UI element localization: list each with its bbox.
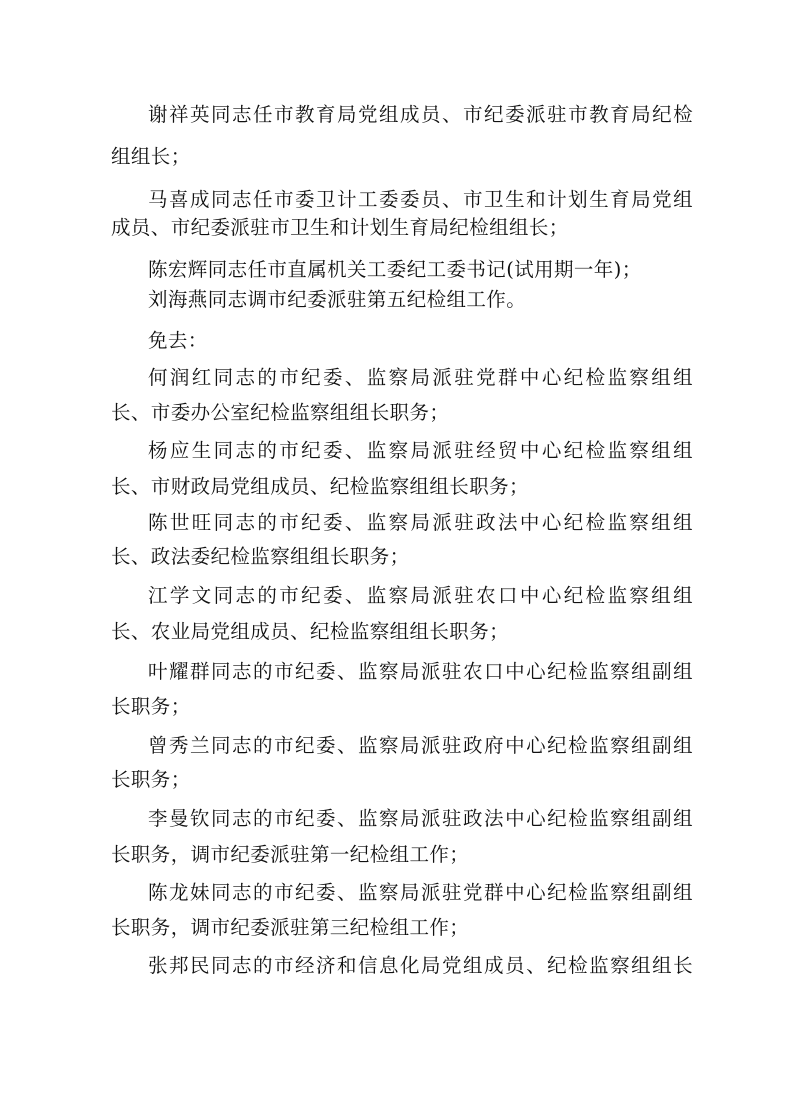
paragraph-line: 长、政法委纪检监察组组长职务； [111, 545, 410, 568]
paragraph-line: 长职务； [111, 768, 191, 791]
paragraph-line: 组组长； [111, 145, 191, 168]
paragraph-line: 长职务； [111, 695, 191, 718]
paragraph-line: 长职务，调市纪委派驻第一纪检组工作； [111, 843, 470, 866]
paragraph-line: 张邦民同志的市经济和信息化局党组成员、纪检监察组组长 [148, 954, 693, 977]
paragraph-line: 何润红同志的市纪委、监察局派驻党群中心纪检监察组组 [148, 366, 693, 389]
paragraph-line: 陈世旺同志的市纪委、监察局派驻政法中心纪检监察组组 [148, 511, 693, 534]
paragraph-line: 杨应生同志的市纪委、监察局派驻经贸中心纪检监察组组 [148, 439, 693, 462]
paragraph-line: 长、农业局党组成员、纪检监察组组长职务； [111, 620, 510, 643]
paragraph-line: 陈龙妹同志的市纪委、监察局派驻党群中心纪检监察组副组 [148, 881, 693, 904]
paragraph-line: 免去： [148, 329, 208, 352]
paragraph-line: 长职务，调市纪委派驻第三纪检组工作； [111, 916, 470, 939]
paragraph-line: 李曼钦同志的市纪委、监察局派驻政法中心纪检监察组副组 [148, 807, 693, 830]
paragraph-line: 马喜成同志任市委卫计工委委员、市卫生和计划生育局党组 [148, 188, 693, 211]
paragraph-line: 江学文同志的市纪委、监察局派驻农口中心纪检监察组组 [148, 584, 693, 607]
paragraph-line: 陈宏辉同志任市直属机关工委纪工委书记(试用期一年)； [148, 258, 642, 281]
paragraph-line: 曾秀兰同志的市纪委、监察局派驻政府中心纪检监察组副组 [148, 734, 693, 757]
paragraph-line: 叶耀群同志的市纪委、监察局派驻农口中心纪检监察组副组 [148, 660, 693, 683]
paragraph-line: 成员、市纪委派驻市卫生和计划生育局纪检组组长； [111, 216, 569, 239]
paragraph-line: 谢祥英同志任市教育局党组成员、市纪委派驻市教育局纪检 [148, 103, 693, 126]
paragraph-line: 长、市委办公室纪检监察组组长职务； [111, 401, 450, 424]
paragraph-line: 刘海燕同志调市纪委派驻第五纪检组工作。 [148, 288, 527, 311]
paragraph-line: 长、市财政局党组成员、纪检监察组组长职务； [111, 475, 529, 498]
